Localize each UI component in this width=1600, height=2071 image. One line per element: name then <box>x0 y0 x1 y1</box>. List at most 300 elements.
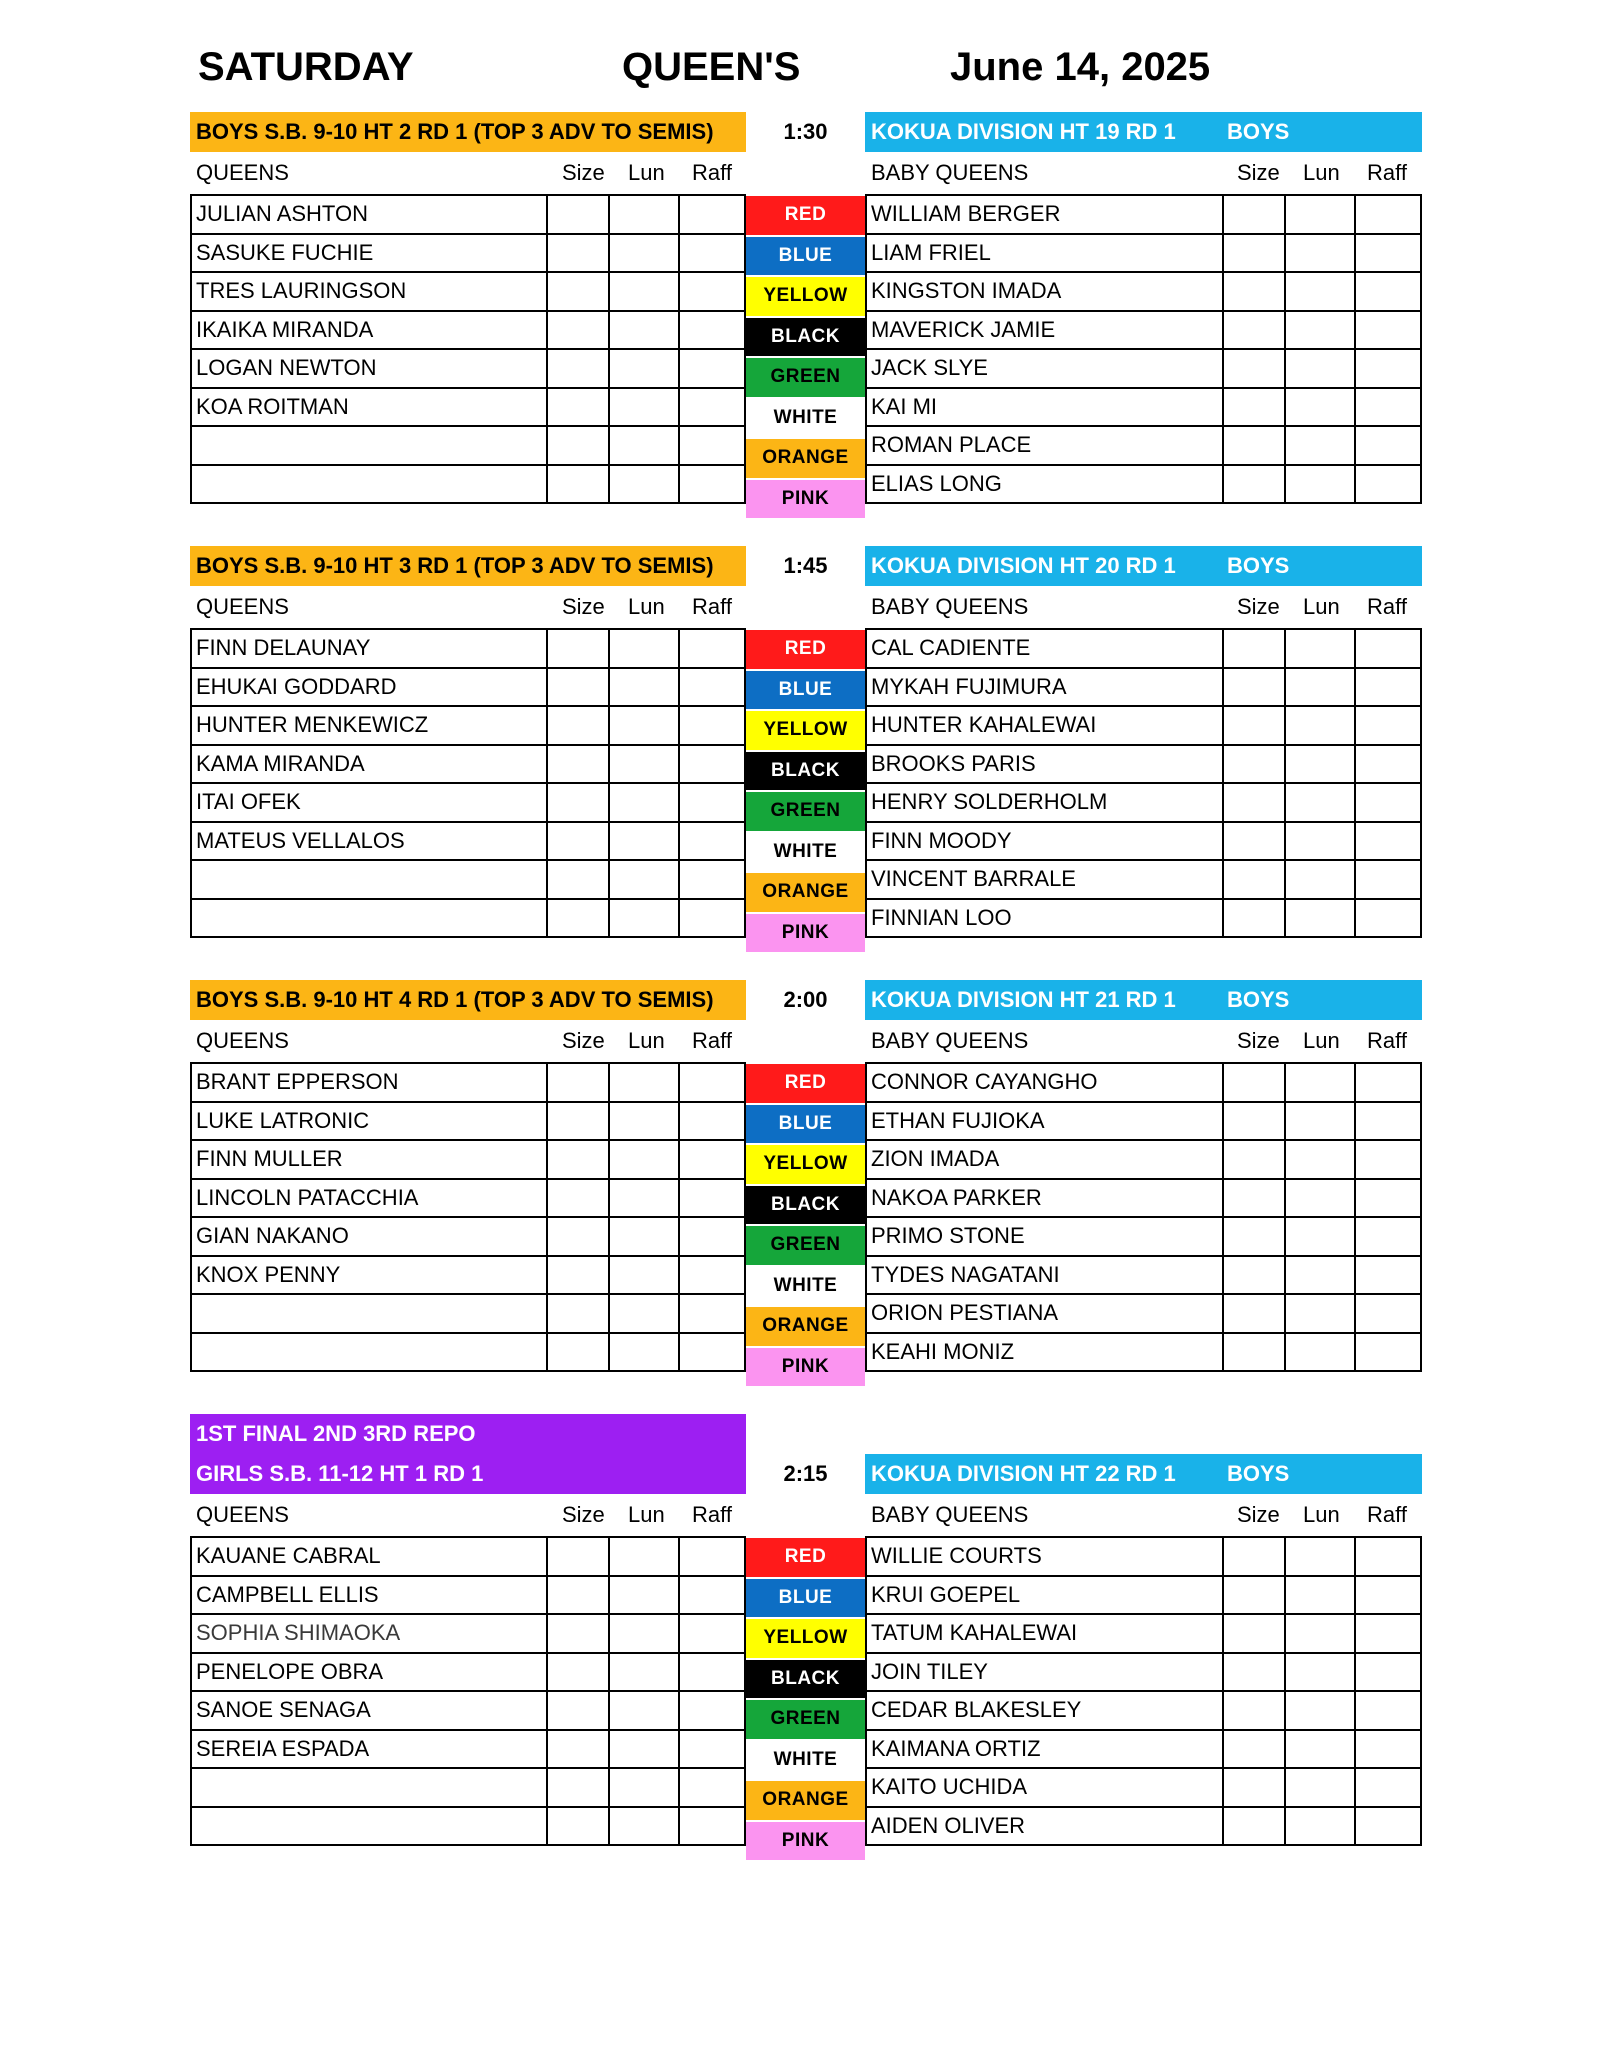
surfer-name <box>191 899 547 938</box>
lun-cell[interactable] <box>609 388 679 427</box>
raff-cell[interactable] <box>679 1576 745 1615</box>
lun-cell[interactable] <box>1285 783 1355 822</box>
table-row <box>191 465 745 504</box>
size-cell[interactable] <box>547 629 609 668</box>
raff-cell[interactable] <box>679 1179 745 1218</box>
size-cell[interactable] <box>547 1140 609 1179</box>
lun-cell[interactable] <box>609 1256 679 1295</box>
size-header: Size <box>1237 1502 1280 1527</box>
raff-cell[interactable] <box>679 668 745 707</box>
lun-header: Lun <box>628 1028 665 1053</box>
size-cell[interactable] <box>1223 1768 1285 1807</box>
table-row <box>191 745 745 784</box>
lun-cell[interactable] <box>609 1768 679 1807</box>
size-cell[interactable] <box>1223 1217 1285 1256</box>
surfer-name: HUNTER MENKEWICZ <box>191 706 547 745</box>
lun-cell[interactable] <box>1285 1807 1355 1846</box>
jersey-yellow: YELLOW <box>746 709 865 750</box>
lun-cell[interactable] <box>1285 860 1355 899</box>
heat-banner-line2: GIRLS S.B. 11-12 HT 1 RD 1 <box>196 1461 484 1486</box>
size-cell[interactable] <box>1223 1730 1285 1769</box>
surfer-name: NAKOA PARKER <box>866 1179 1223 1218</box>
raff-cell[interactable] <box>679 1691 745 1730</box>
raff-cell[interactable] <box>679 195 745 234</box>
raff-cell[interactable] <box>1355 1294 1421 1333</box>
size-cell[interactable] <box>1223 388 1285 427</box>
raff-header: Raff <box>692 1502 732 1527</box>
lun-cell[interactable] <box>609 1179 679 1218</box>
raff-cell[interactable] <box>1355 860 1421 899</box>
raff-cell[interactable] <box>1355 1614 1421 1653</box>
table-row <box>191 1653 745 1692</box>
raff-cell[interactable] <box>679 311 745 350</box>
surfer-name <box>191 1768 547 1807</box>
size-cell[interactable] <box>547 668 609 707</box>
size-cell[interactable] <box>547 272 609 311</box>
raff-header: Raff <box>692 160 732 185</box>
heat-banner-left: BOYS S.B. 9-10 HT 4 RD 1 (TOP 3 ADV TO SEMIS) <box>190 980 746 1020</box>
lun-header: Lun <box>628 594 665 619</box>
raff-cell[interactable] <box>679 465 745 504</box>
lun-cell[interactable] <box>609 311 679 350</box>
raff-header: Raff <box>1367 160 1407 185</box>
heat-time: 1:30 <box>783 119 828 144</box>
lun-cell[interactable] <box>1285 349 1355 388</box>
baby-queens-table <box>865 194 1422 504</box>
raff-cell[interactable] <box>1355 1102 1421 1141</box>
lun-cell[interactable] <box>609 234 679 273</box>
table-row <box>866 1537 1421 1576</box>
table-row <box>866 388 1421 427</box>
size-cell[interactable] <box>547 195 609 234</box>
size-cell[interactable] <box>1223 1140 1285 1179</box>
table-row <box>191 1730 745 1769</box>
lun-cell[interactable] <box>609 1294 679 1333</box>
table-row <box>866 1576 1421 1615</box>
table-row <box>191 272 745 311</box>
table-row <box>191 1807 745 1846</box>
size-cell[interactable] <box>1223 234 1285 273</box>
size-cell[interactable] <box>1223 1333 1285 1372</box>
size-cell[interactable] <box>1223 465 1285 504</box>
jersey-black: BLACK <box>746 750 865 791</box>
size-cell[interactable] <box>1223 899 1285 938</box>
lun-cell[interactable] <box>1285 1333 1355 1372</box>
venue-heading: QUEEN'S <box>622 45 801 89</box>
raff-cell[interactable] <box>1355 629 1421 668</box>
heat-section <box>190 546 1422 956</box>
raff-cell[interactable] <box>1355 426 1421 465</box>
lun-cell[interactable] <box>609 1140 679 1179</box>
size-cell[interactable] <box>547 1653 609 1692</box>
raff-cell[interactable] <box>679 1614 745 1653</box>
table-row <box>866 1294 1421 1333</box>
raff-cell[interactable] <box>679 1807 745 1846</box>
raff-cell[interactable] <box>679 1537 745 1576</box>
size-cell[interactable] <box>547 426 609 465</box>
table-row <box>866 1179 1421 1218</box>
raff-cell[interactable] <box>1355 465 1421 504</box>
raff-cell[interactable] <box>1355 822 1421 861</box>
size-cell[interactable] <box>547 311 609 350</box>
surfer-name: FINN MULLER <box>191 1140 547 1179</box>
raff-cell[interactable] <box>679 1294 745 1333</box>
size-cell[interactable] <box>1223 706 1285 745</box>
lun-cell[interactable] <box>609 783 679 822</box>
raff-header: Raff <box>1367 1502 1407 1527</box>
column-headers-right <box>865 152 1421 192</box>
table-row <box>866 426 1421 465</box>
raff-cell[interactable] <box>679 822 745 861</box>
lun-cell[interactable] <box>609 860 679 899</box>
size-cell[interactable] <box>1223 783 1285 822</box>
lun-cell[interactable] <box>1285 1537 1355 1576</box>
table-row <box>866 1768 1421 1807</box>
surfer-name: WILLIAM BERGER <box>866 195 1223 234</box>
size-cell[interactable] <box>547 783 609 822</box>
lun-cell[interactable] <box>1285 1256 1355 1295</box>
column-title: BABY QUEENS <box>871 1028 1029 1053</box>
raff-cell[interactable] <box>679 1333 745 1372</box>
lun-cell[interactable] <box>609 465 679 504</box>
column-title: QUEENS <box>196 160 289 185</box>
size-cell[interactable] <box>547 822 609 861</box>
lun-cell[interactable] <box>609 745 679 784</box>
size-cell[interactable] <box>547 1063 609 1102</box>
size-cell[interactable] <box>547 860 609 899</box>
column-headers-right <box>865 1020 1421 1060</box>
raff-cell[interactable] <box>679 1063 745 1102</box>
lun-cell[interactable] <box>609 1333 679 1372</box>
heat-section <box>190 1421 1422 1864</box>
lun-cell[interactable] <box>1285 272 1355 311</box>
surfer-name: ROMAN PLACE <box>866 426 1223 465</box>
column-headers-right <box>865 1494 1421 1534</box>
size-cell[interactable] <box>547 234 609 273</box>
kokua-heat-title: KOKUA DIVISION HT 19 RD 1 <box>871 119 1176 144</box>
lun-cell[interactable] <box>609 629 679 668</box>
raff-cell[interactable] <box>679 860 745 899</box>
size-cell[interactable] <box>1223 1179 1285 1218</box>
size-cell[interactable] <box>1223 311 1285 350</box>
raff-cell[interactable] <box>1355 1691 1421 1730</box>
lun-cell[interactable] <box>1285 311 1355 350</box>
raff-cell[interactable] <box>679 706 745 745</box>
size-cell[interactable] <box>1223 860 1285 899</box>
jersey-black: BLACK <box>746 1184 865 1225</box>
lun-cell[interactable] <box>609 1576 679 1615</box>
lun-cell[interactable] <box>1285 1294 1355 1333</box>
raff-cell[interactable] <box>1355 1768 1421 1807</box>
size-cell[interactable] <box>547 1614 609 1653</box>
table-row <box>866 745 1421 784</box>
raff-cell[interactable] <box>1355 1256 1421 1295</box>
raff-cell[interactable] <box>679 745 745 784</box>
surfer-name: SEREIA ESPADA <box>191 1730 547 1769</box>
heat-banner-right <box>865 980 1422 1020</box>
lun-cell[interactable] <box>1285 1217 1355 1256</box>
raff-cell[interactable] <box>1355 272 1421 311</box>
raff-header: Raff <box>1367 594 1407 619</box>
surfer-name: KINGSTON IMADA <box>866 272 1223 311</box>
lun-cell[interactable] <box>609 426 679 465</box>
lun-cell[interactable] <box>1285 1576 1355 1615</box>
raff-header: Raff <box>692 594 732 619</box>
raff-cell[interactable] <box>1355 349 1421 388</box>
surfer-name: CONNOR CAYANGHO <box>866 1063 1223 1102</box>
raff-cell[interactable] <box>1355 1179 1421 1218</box>
lun-cell[interactable] <box>609 706 679 745</box>
size-cell[interactable] <box>1223 1294 1285 1333</box>
day-heading: SATURDAY <box>198 45 414 89</box>
lun-cell[interactable] <box>609 272 679 311</box>
size-header: Size <box>562 1028 605 1053</box>
jersey-black: BLACK <box>746 316 865 357</box>
jersey-colors <box>746 1536 865 1860</box>
lun-cell[interactable] <box>1285 195 1355 234</box>
surfer-name: ETHAN FUJIOKA <box>866 1102 1223 1141</box>
jersey-blue: BLUE <box>746 1103 865 1144</box>
raff-cell[interactable] <box>679 1102 745 1141</box>
size-cell[interactable] <box>547 1179 609 1218</box>
jersey-colors <box>746 1062 865 1386</box>
lun-cell[interactable] <box>1285 1614 1355 1653</box>
raff-cell[interactable] <box>679 1768 745 1807</box>
raff-cell[interactable] <box>679 388 745 427</box>
raff-cell[interactable] <box>679 1730 745 1769</box>
raff-cell[interactable] <box>679 783 745 822</box>
lun-cell[interactable] <box>1285 1768 1355 1807</box>
table-row <box>191 1576 745 1615</box>
lun-cell[interactable] <box>1285 1653 1355 1692</box>
raff-cell[interactable] <box>679 899 745 938</box>
raff-cell[interactable] <box>679 349 745 388</box>
size-cell[interactable] <box>1223 668 1285 707</box>
size-cell[interactable] <box>1223 1691 1285 1730</box>
jersey-pink: PINK <box>746 1820 865 1861</box>
lun-cell[interactable] <box>609 1614 679 1653</box>
surfer-name: AIDEN OLIVER <box>866 1807 1223 1846</box>
lun-cell[interactable] <box>609 1217 679 1256</box>
size-cell[interactable] <box>1223 195 1285 234</box>
size-cell[interactable] <box>1223 349 1285 388</box>
raff-cell[interactable] <box>1355 388 1421 427</box>
lun-cell[interactable] <box>1285 1730 1355 1769</box>
size-cell[interactable] <box>1223 1102 1285 1141</box>
raff-cell[interactable] <box>1355 1576 1421 1615</box>
baby-queens-table <box>865 1536 1422 1846</box>
table-row <box>191 349 745 388</box>
jersey-orange: ORANGE <box>746 437 865 478</box>
lun-cell[interactable] <box>1285 629 1355 668</box>
size-cell[interactable] <box>547 1102 609 1141</box>
lun-cell[interactable] <box>1285 668 1355 707</box>
size-cell[interactable] <box>547 388 609 427</box>
size-cell[interactable] <box>1223 272 1285 311</box>
size-cell[interactable] <box>547 706 609 745</box>
jersey-blue: BLUE <box>746 1577 865 1618</box>
column-headers-left <box>190 586 746 626</box>
lun-cell[interactable] <box>609 1807 679 1846</box>
size-cell[interactable] <box>1223 1614 1285 1653</box>
size-cell[interactable] <box>547 1730 609 1769</box>
surfer-name <box>191 860 547 899</box>
raff-cell[interactable] <box>1355 899 1421 938</box>
surfer-name: BROOKS PARIS <box>866 745 1223 784</box>
surfer-name: TYDES NAGATANI <box>866 1256 1223 1295</box>
surfer-name: SANOE SENAGA <box>191 1691 547 1730</box>
size-cell[interactable] <box>547 1576 609 1615</box>
lun-cell[interactable] <box>609 822 679 861</box>
raff-cell[interactable] <box>679 1653 745 1692</box>
surfer-name: PENELOPE OBRA <box>191 1653 547 1692</box>
raff-cell[interactable] <box>679 629 745 668</box>
lun-cell[interactable] <box>609 1691 679 1730</box>
lun-cell[interactable] <box>1285 465 1355 504</box>
size-cell[interactable] <box>1223 1537 1285 1576</box>
column-headers-left <box>190 1494 746 1534</box>
table-row <box>191 629 745 668</box>
size-header: Size <box>1237 1028 1280 1053</box>
lun-cell[interactable] <box>1285 745 1355 784</box>
surfer-name: GIAN NAKANO <box>191 1217 547 1256</box>
raff-cell[interactable] <box>679 426 745 465</box>
size-cell[interactable] <box>547 1256 609 1295</box>
raff-cell[interactable] <box>679 1140 745 1179</box>
raff-cell[interactable] <box>1355 1063 1421 1102</box>
lun-cell[interactable] <box>609 1063 679 1102</box>
lun-cell[interactable] <box>1285 1140 1355 1179</box>
lun-cell[interactable] <box>1285 426 1355 465</box>
surfer-name <box>191 1294 547 1333</box>
raff-cell[interactable] <box>1355 1217 1421 1256</box>
raff-cell[interactable] <box>1355 1653 1421 1692</box>
surfer-name: ORION PESTIANA <box>866 1294 1223 1333</box>
size-cell[interactable] <box>1223 426 1285 465</box>
raff-cell[interactable] <box>1355 1807 1421 1846</box>
raff-cell[interactable] <box>1355 1333 1421 1372</box>
lun-cell[interactable] <box>1285 899 1355 938</box>
jersey-blue: BLUE <box>746 669 865 710</box>
jersey-green: GREEN <box>746 1698 865 1739</box>
size-cell[interactable] <box>547 899 609 938</box>
size-cell[interactable] <box>547 1294 609 1333</box>
size-cell[interactable] <box>547 1768 609 1807</box>
size-cell[interactable] <box>1223 1653 1285 1692</box>
jersey-pink: PINK <box>746 912 865 953</box>
size-cell[interactable] <box>1223 745 1285 784</box>
raff-cell[interactable] <box>679 272 745 311</box>
raff-cell[interactable] <box>1355 668 1421 707</box>
heat-banner-right <box>865 1454 1422 1494</box>
raff-cell[interactable] <box>1355 195 1421 234</box>
surfer-name: EHUKAI GODDARD <box>191 668 547 707</box>
size-cell[interactable] <box>547 1333 609 1372</box>
raff-cell[interactable] <box>1355 1730 1421 1769</box>
size-cell[interactable] <box>1223 1063 1285 1102</box>
kokua-heat-title: KOKUA DIVISION HT 20 RD 1 <box>871 553 1176 578</box>
lun-cell[interactable] <box>609 899 679 938</box>
heat-banner-left: BOYS S.B. 9-10 HT 2 RD 1 (TOP 3 ADV TO SEMIS) <box>190 112 746 152</box>
size-cell[interactable] <box>1223 1256 1285 1295</box>
table-row <box>191 783 745 822</box>
table-row <box>866 1217 1421 1256</box>
queens-table <box>190 1536 746 1846</box>
surfer-name: WILLIE COURTS <box>866 1537 1223 1576</box>
size-cell[interactable] <box>547 349 609 388</box>
raff-cell[interactable] <box>1355 1537 1421 1576</box>
lun-cell[interactable] <box>609 195 679 234</box>
raff-cell[interactable] <box>679 1217 745 1256</box>
lun-cell[interactable] <box>609 1730 679 1769</box>
lun-cell[interactable] <box>609 668 679 707</box>
raff-cell[interactable] <box>1355 783 1421 822</box>
size-cell[interactable] <box>1223 629 1285 668</box>
lun-cell[interactable] <box>1285 1063 1355 1102</box>
size-cell[interactable] <box>547 745 609 784</box>
lun-cell[interactable] <box>1285 1102 1355 1141</box>
lun-cell[interactable] <box>1285 822 1355 861</box>
surfer-name <box>191 1807 547 1846</box>
table-row <box>866 1807 1421 1846</box>
size-cell[interactable] <box>1223 1576 1285 1615</box>
raff-cell[interactable] <box>1355 745 1421 784</box>
surfer-name: FINN MOODY <box>866 822 1223 861</box>
lun-cell[interactable] <box>1285 1179 1355 1218</box>
size-cell[interactable] <box>547 1217 609 1256</box>
jersey-green: GREEN <box>746 356 865 397</box>
raff-cell[interactable] <box>1355 234 1421 273</box>
kokua-heat-title: KOKUA DIVISION HT 22 RD 1 <box>871 1461 1176 1486</box>
lun-cell[interactable] <box>609 1537 679 1576</box>
heat-time: 2:00 <box>783 987 828 1012</box>
lun-cell[interactable] <box>609 1653 679 1692</box>
lun-cell[interactable] <box>1285 388 1355 427</box>
heat-section <box>190 980 1422 1390</box>
surfer-name: MATEUS VELLALOS <box>191 822 547 861</box>
size-cell[interactable] <box>547 1807 609 1846</box>
raff-cell[interactable] <box>1355 706 1421 745</box>
size-cell[interactable] <box>547 1691 609 1730</box>
table-row <box>191 1294 745 1333</box>
surfer-name: ITAI OFEK <box>191 783 547 822</box>
jersey-colors <box>746 194 865 518</box>
raff-cell[interactable] <box>1355 1140 1421 1179</box>
lun-cell[interactable] <box>609 349 679 388</box>
surfer-name: KAMA MIRANDA <box>191 745 547 784</box>
table-row <box>866 1730 1421 1769</box>
lun-cell[interactable] <box>1285 1691 1355 1730</box>
heat-time: 2:15 <box>783 1461 828 1486</box>
raff-cell[interactable] <box>1355 311 1421 350</box>
size-cell[interactable] <box>1223 1807 1285 1846</box>
size-cell[interactable] <box>547 465 609 504</box>
lun-cell[interactable] <box>1285 234 1355 273</box>
size-cell[interactable] <box>547 1537 609 1576</box>
table-row <box>866 783 1421 822</box>
lun-cell[interactable] <box>1285 706 1355 745</box>
raff-cell[interactable] <box>679 1256 745 1295</box>
table-row <box>191 1102 745 1141</box>
lun-cell[interactable] <box>609 1102 679 1141</box>
size-cell[interactable] <box>1223 822 1285 861</box>
table-row <box>191 1537 745 1576</box>
raff-cell[interactable] <box>679 234 745 273</box>
surfer-name: VINCENT BARRALE <box>866 860 1223 899</box>
table-row <box>191 1333 745 1372</box>
surfer-name: LINCOLN PATACCHIA <box>191 1179 547 1218</box>
table-row <box>191 1140 745 1179</box>
